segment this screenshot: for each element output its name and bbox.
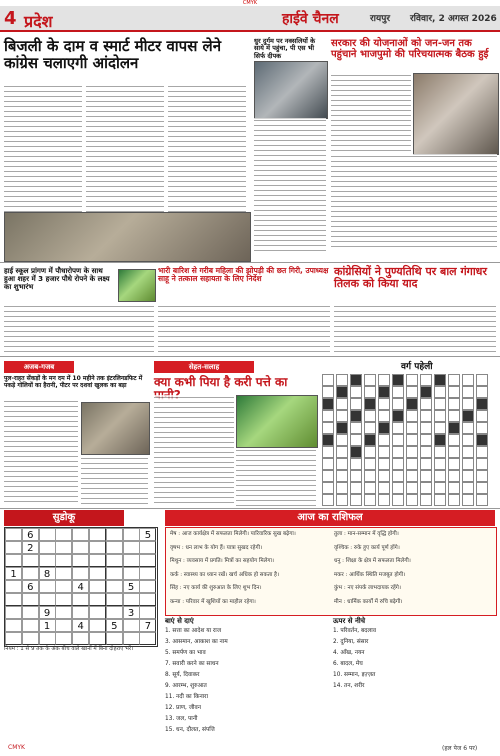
crossword-cell (350, 458, 362, 470)
sudoku-cell (106, 580, 123, 593)
sudoku-cell (5, 554, 22, 567)
sudoku-cell (55, 567, 72, 580)
crossword-cell (364, 470, 376, 482)
ajab-text (4, 399, 78, 504)
sudoku-cell (72, 632, 89, 645)
sudoku-cell: 3 (123, 606, 140, 619)
health-label: सेहत-सलाह (154, 361, 254, 373)
sudoku-cell (55, 619, 72, 632)
crossword-cell (378, 410, 390, 422)
crossword-clue-across: 3. आसमान, आकाश का नाम (165, 639, 228, 645)
sudoku-cell: 5 (123, 580, 140, 593)
page-number: 4 (4, 8, 17, 29)
horoscope-line: कर्क : स्वास्थ्य का ध्यान रखें। खर्च अधिक हो सकता है। (170, 571, 280, 578)
vehicle-photo (254, 61, 328, 119)
crossword-clue-across: 13. जल, पानी (165, 716, 198, 722)
crossword-cell (350, 398, 362, 410)
crossword-black-cell (406, 398, 418, 410)
crossword-black-cell (392, 410, 404, 422)
sudoku-cell: 1 (39, 619, 56, 632)
sudoku-cell (55, 541, 72, 554)
crossword-cell (434, 458, 446, 470)
horoscope-line: सिंह : नए कार्य की शुरुआत के लिए शुभ दिन। (170, 585, 262, 591)
sudoku-cell: 7 (139, 619, 156, 632)
crossword-cell (406, 374, 418, 386)
crossword-cell (420, 434, 432, 446)
crossword-cell (434, 410, 446, 422)
sudoku-cell: 4 (72, 619, 89, 632)
horoscope-line: वृश्चिक : रुके हुए कार्य पूर्ण होंगे। (334, 544, 400, 551)
crossword-cell (364, 482, 376, 494)
sudoku-cell (55, 632, 72, 645)
sudoku-cell (39, 593, 56, 606)
crossword-black-cell (434, 434, 446, 446)
crossword-cell (322, 482, 334, 494)
sudoku-cell: 8 (39, 567, 56, 580)
sudoku-cell: 1 (5, 567, 22, 580)
lead-headline: बिजली के दाम व स्मार्ट मीटर वापस लेने कांग्रेस चलाएगी आंदोलन (4, 37, 222, 72)
crossword-cell (462, 386, 474, 398)
sudoku-cell (123, 632, 140, 645)
sudoku-grid (4, 527, 158, 647)
lead-story-text-2 (86, 84, 164, 212)
crossword-clue-across: 12. प्राण, जीवन (165, 705, 201, 711)
crossword-cell (364, 410, 376, 422)
sudoku-cell (89, 593, 106, 606)
crossword-cell (476, 458, 488, 470)
crossword-cell (434, 482, 446, 494)
crossword-cell (420, 470, 432, 482)
crossword-cell (364, 374, 376, 386)
crossword-clue-across: 7. सवारी करने का साधन (165, 661, 219, 667)
crossword-cell (364, 494, 376, 506)
sudoku-cell (55, 554, 72, 567)
ajab-photo (81, 402, 150, 455)
crossword-cell (448, 470, 460, 482)
sudoku-cell (106, 554, 123, 567)
sudoku-cell: 9 (39, 606, 56, 619)
sudoku-instructions: नियम : 1 से 9 तक के अंक बीच वाले खानों में बिना दोहराए भरें। (4, 646, 134, 652)
crossword-cell (462, 494, 474, 506)
lead-story-text (4, 84, 82, 212)
crossword-cell (420, 494, 432, 506)
right-story-text-2 (331, 154, 497, 251)
horoscope-line: कन्या : परिवार में खुशियों का माहौल रहेगा। (170, 598, 256, 605)
crossword-cell (322, 410, 334, 422)
crossword-cell (336, 446, 348, 458)
crossword-cell (476, 482, 488, 494)
sudoku-cell (106, 528, 123, 541)
horoscope-line: मिथुन : व्यवसाय में प्रगति। मित्रों का सहयोग मिलेगा। (170, 558, 274, 564)
sudoku-cell (39, 554, 56, 567)
crossword-cell (420, 458, 432, 470)
crossword-cell (434, 446, 446, 458)
crossword-cell (462, 398, 474, 410)
crossword-black-cell (322, 434, 334, 446)
sudoku-cell (5, 606, 22, 619)
crossword-cell (406, 458, 418, 470)
lead-photo (4, 212, 251, 262)
crossword-clue-down: 14. तन, शरीर (333, 683, 365, 689)
crossword-black-cell (476, 434, 488, 446)
mid-left-headline: हाई स्कूल प्रांगण में पौधारोपण के साथ हुआ शहर में 3 हजार पौधे रोपने के लक्ष्य का शुभारंभ (4, 266, 110, 291)
down-title: ऊपर से नीचे (333, 617, 366, 625)
health-text-2 (236, 448, 316, 506)
health-text (154, 395, 234, 506)
crossword-clue-across: 5. समर्पण का भाव (165, 650, 206, 656)
crossword-cell (350, 422, 362, 434)
crossword-cell (420, 398, 432, 410)
crossword-cell (392, 398, 404, 410)
sudoku-cell (72, 606, 89, 619)
crossword-cell (322, 470, 334, 482)
crossword-cell (364, 386, 376, 398)
horoscope-line: मेष : आज कार्यक्षेत्र में सफलता मिलेगी। पारिवारिक सुख बढ़ेगा। (170, 531, 296, 537)
crossword-cell (420, 374, 432, 386)
crossword-cell (406, 410, 418, 422)
crossword-clue-across: 1. सत्ता का आदेश या राज (165, 628, 222, 634)
crossword-cell (420, 410, 432, 422)
crossword-black-cell (462, 410, 474, 422)
crossword-cell (448, 446, 460, 458)
sudoku-cell (106, 567, 123, 580)
sudoku-cell (106, 593, 123, 606)
horoscope-line: मकर : आर्थिक स्थिति मजबूत होगी। (334, 571, 406, 578)
sudoku-cell (39, 528, 56, 541)
crossword-cell (350, 470, 362, 482)
sudoku-cell (55, 593, 72, 606)
crossword-clue-across: 11. नदी का किनारा (165, 694, 209, 700)
crossword-cell (322, 374, 334, 386)
crossword-cell (462, 470, 474, 482)
crossword-cell (322, 446, 334, 458)
date-label: रविवार, 2 अगस्त 2026 (410, 14, 497, 24)
crossword-black-cell (392, 374, 404, 386)
crossword-cell (336, 374, 348, 386)
sudoku-title: सुडोकू (4, 510, 124, 526)
sudoku-cell: 6 (22, 580, 39, 593)
crossword-grid (322, 374, 490, 506)
sudoku-cell: 4 (72, 580, 89, 593)
sudoku-cell (106, 606, 123, 619)
crossword-cell (392, 386, 404, 398)
crossword-black-cell (350, 410, 362, 422)
crossword-cell (378, 446, 390, 458)
crossword-cell (462, 422, 474, 434)
lead-story-text-3 (168, 84, 246, 212)
crossword-cell (434, 386, 446, 398)
ajab-text-2 (81, 456, 148, 504)
crossword-clue-down: 6. बादल, मेघ (333, 661, 363, 667)
crossword-cell (336, 398, 348, 410)
sudoku-cell (139, 567, 156, 580)
crossword-cell (322, 494, 334, 506)
newspaper-brand: हाईवे चैनल (282, 11, 339, 27)
sudoku-cell (55, 606, 72, 619)
sudoku-cell (139, 632, 156, 645)
right-story-text (331, 73, 411, 153)
crossword-cell (434, 494, 446, 506)
crossword-cell (434, 398, 446, 410)
plantation-photo (118, 269, 156, 302)
mid-center-text (158, 304, 330, 353)
crossword-cell (378, 434, 390, 446)
sudoku-cell (89, 619, 106, 632)
crossword-cell (378, 482, 390, 494)
sudoku-cell (22, 619, 39, 632)
crossword-black-cell (378, 422, 390, 434)
sudoku-cell (72, 541, 89, 554)
crossword-cell (462, 458, 474, 470)
crossword-cell (392, 446, 404, 458)
crossword-cell (448, 494, 460, 506)
crossword-cell (462, 374, 474, 386)
crossword-cell (336, 434, 348, 446)
sudoku-cell (5, 632, 22, 645)
crossword-cell (336, 494, 348, 506)
crossword-cell (364, 422, 376, 434)
crossword-cell (462, 446, 474, 458)
sudoku-cell (5, 619, 22, 632)
crossword-cell (350, 482, 362, 494)
crossword-cell (406, 482, 418, 494)
mid-center-headline: भारी बारिश से गरीब महिला की झोपड़ी की छत गिरी, उपाध्यक्ष साहू ने तत्काल सहायता के लिए निर्देश (158, 266, 329, 284)
crossword-cell (448, 458, 460, 470)
crossword-cell (448, 482, 460, 494)
sudoku-cell (5, 580, 22, 593)
sudoku-cell (22, 567, 39, 580)
crossword-cell (406, 470, 418, 482)
crossword-cell (364, 446, 376, 458)
crossword-black-cell (336, 386, 348, 398)
sudoku-cell (89, 528, 106, 541)
sudoku-cell (139, 554, 156, 567)
crossword-cell (476, 446, 488, 458)
crossword-black-cell (448, 422, 460, 434)
sudoku-cell: 5 (139, 528, 156, 541)
crossword-clue-down: 4. आँख, नयन (333, 650, 365, 656)
top-cmyk-label: CMYK (0, 0, 500, 6)
sudoku-cell (139, 580, 156, 593)
section-title: प्रदेश (24, 12, 53, 31)
crossword-black-cell (336, 422, 348, 434)
sudoku-cell (123, 593, 140, 606)
sudoku-cell (55, 580, 72, 593)
sudoku-cell (123, 619, 140, 632)
sudoku-cell (89, 606, 106, 619)
crossword-cell (434, 422, 446, 434)
crossword-cell (420, 482, 432, 494)
crossword-cell (350, 494, 362, 506)
crossword-cell (392, 482, 404, 494)
crossword-cell (462, 482, 474, 494)
divider-3 (0, 508, 500, 509)
crossword-black-cell (322, 398, 334, 410)
sudoku-cell (5, 541, 22, 554)
sudoku-cell (5, 528, 22, 541)
crossword-cell (336, 410, 348, 422)
sudoku-cell (72, 528, 89, 541)
horoscope-line: मीन : धार्मिक कार्यों में रुचि बढ़ेगी। (334, 598, 403, 605)
sudoku-cell (123, 528, 140, 541)
sudoku-cell (123, 567, 140, 580)
sudoku-cell (89, 567, 106, 580)
crossword-black-cell (378, 386, 390, 398)
horoscope-line: धनु : शिक्षा के क्षेत्र में सफलता मिलेगी। (334, 558, 411, 564)
sudoku-cell (123, 541, 140, 554)
crossword-clue-down: 1. परिवर्तन, बदलाव (333, 628, 377, 634)
horoscope-line: तुला : मान-सम्मान में वृद्धि होगी। (334, 531, 399, 537)
curry-leaf-photo (236, 395, 318, 448)
crossword-cell (420, 422, 432, 434)
health-headline: क्या कभी पिया है करी पत्ते का (154, 375, 288, 389)
crossword-black-cell (350, 374, 362, 386)
horoscope-line: कुंभ : नए संपर्क लाभदायक रहेंगे। (334, 585, 401, 591)
crossword-cell (378, 458, 390, 470)
crossword-cell (336, 458, 348, 470)
crossword-cell (476, 386, 488, 398)
crossword-cell (448, 374, 460, 386)
sudoku-cell (22, 554, 39, 567)
city-label: रायपुर (370, 14, 391, 24)
sudoku-cell (89, 541, 106, 554)
sudoku-cell (72, 593, 89, 606)
crossword-black-cell (350, 446, 362, 458)
sudoku-cell (106, 541, 123, 554)
sudoku-cell (89, 632, 106, 645)
sudoku-cell: 5 (106, 619, 123, 632)
crossword-cell (476, 470, 488, 482)
crossword-cell (448, 398, 460, 410)
crossword-cell (322, 422, 334, 434)
crossword-cell (378, 470, 390, 482)
sudoku-cell (39, 580, 56, 593)
crossword-cell (406, 446, 418, 458)
sudoku-cell (139, 541, 156, 554)
sudoku-cell (22, 632, 39, 645)
sudoku-cell (72, 567, 89, 580)
crossword-cell (350, 386, 362, 398)
sudoku-cell (139, 606, 156, 619)
sudoku-cell (5, 593, 22, 606)
crossword-cell (392, 458, 404, 470)
crossword-clue-across: 15. धन, दौलत, संपत्ति (165, 727, 215, 733)
crossword-black-cell (420, 386, 432, 398)
center-column-text (254, 118, 326, 251)
crossword-clue-down: 10. सम्मान, इज़्ज़त (333, 672, 376, 678)
crossword-cell (392, 434, 404, 446)
crossword-cell (378, 374, 390, 386)
right-lead-headline: सरकार की योजनाओं को जन-जन तक पहुंचाने भाजपुमो की परिचयात्मक बैठक हुई (331, 38, 489, 61)
crossword-cell (476, 422, 488, 434)
crossword-clue-across: 8. सूर्य, दिवाकर (165, 672, 200, 678)
top-kicker-headline: धुर दुर्गम पर नक्सलियों के साये में पहुंचा, पी एस भी सिर्फ दीपक (254, 37, 316, 60)
crossword-black-cell (364, 434, 376, 446)
crossword-title: वर्ग पहेली (401, 362, 433, 372)
ajab-gajab-label: अजब-गजब (4, 361, 74, 373)
sudoku-cell (72, 554, 89, 567)
crossword-cell (336, 482, 348, 494)
crossword-cell (322, 458, 334, 470)
sudoku-cell (39, 632, 56, 645)
sudoku-cell: 6 (22, 528, 39, 541)
crossword-cell (420, 446, 432, 458)
crossword-cell (336, 470, 348, 482)
horoscope-line: वृषभ : धन लाभ के योग हैं। यात्रा सुखद रहेगी। (170, 544, 263, 551)
sudoku-cell (89, 554, 106, 567)
sudoku-cell (139, 593, 156, 606)
divider-1 (0, 262, 500, 263)
crossword-cell (448, 410, 460, 422)
horoscope-panel (165, 527, 497, 616)
crossword-cell (392, 470, 404, 482)
crossword-cell (364, 458, 376, 470)
sudoku-cell (22, 593, 39, 606)
crossword-black-cell (364, 398, 376, 410)
crossword-cell (406, 494, 418, 506)
crossword-cell (448, 386, 460, 398)
sudoku-cell (106, 632, 123, 645)
crossword-cell (378, 494, 390, 506)
sudoku-cell (39, 541, 56, 554)
sudoku-cell (123, 554, 140, 567)
crossword-cell (378, 398, 390, 410)
sudoku-cell (89, 580, 106, 593)
horoscope-title: आज का राशिफल (165, 510, 495, 526)
footer-left: CMYK (8, 744, 25, 751)
across-title: बाएं से दाएं (165, 617, 194, 625)
crossword-cell (406, 434, 418, 446)
crossword-cell (406, 422, 418, 434)
crossword-cell (392, 494, 404, 506)
sudoku-cell (22, 606, 39, 619)
crossword-cell (392, 422, 404, 434)
mid-right-text (334, 304, 496, 353)
crossword-cell (448, 434, 460, 446)
group-meeting-photo (413, 73, 499, 155)
crossword-black-cell (476, 398, 488, 410)
sudoku-cell: 2 (22, 541, 39, 554)
crossword-cell (462, 434, 474, 446)
crossword-cell (406, 386, 418, 398)
crossword-cell (476, 374, 488, 386)
crossword-clue-across: 9. आरम्भ, शुरुआत (165, 683, 207, 689)
mid-left-text (4, 304, 154, 353)
crossword-clues (165, 618, 495, 750)
crossword-cell (322, 386, 334, 398)
crossword-cell (476, 410, 488, 422)
footer-right: (हल पेज 6 पर) (442, 745, 478, 752)
ajab-headline: पुल-राहत सेंकड़ों के मन दम में 10 महीने तक इंटरलिनडफिट में पकड़े गोलियों का हैरानी, पीटर पर दशवां खुलक का बड़ा (4, 375, 143, 389)
mid-right-headline: कांग्रेसियों ने पुण्यतिथि पर बाल गंगाधर तिलक को किया याद (334, 265, 487, 291)
sudoku-cell (55, 528, 72, 541)
crossword-cell (476, 494, 488, 506)
crossword-cell (434, 470, 446, 482)
crossword-clue-down: 2. दुनिया, संसार (333, 639, 369, 645)
crossword-cell (350, 434, 362, 446)
divider-2 (0, 356, 500, 357)
crossword-black-cell (434, 374, 446, 386)
